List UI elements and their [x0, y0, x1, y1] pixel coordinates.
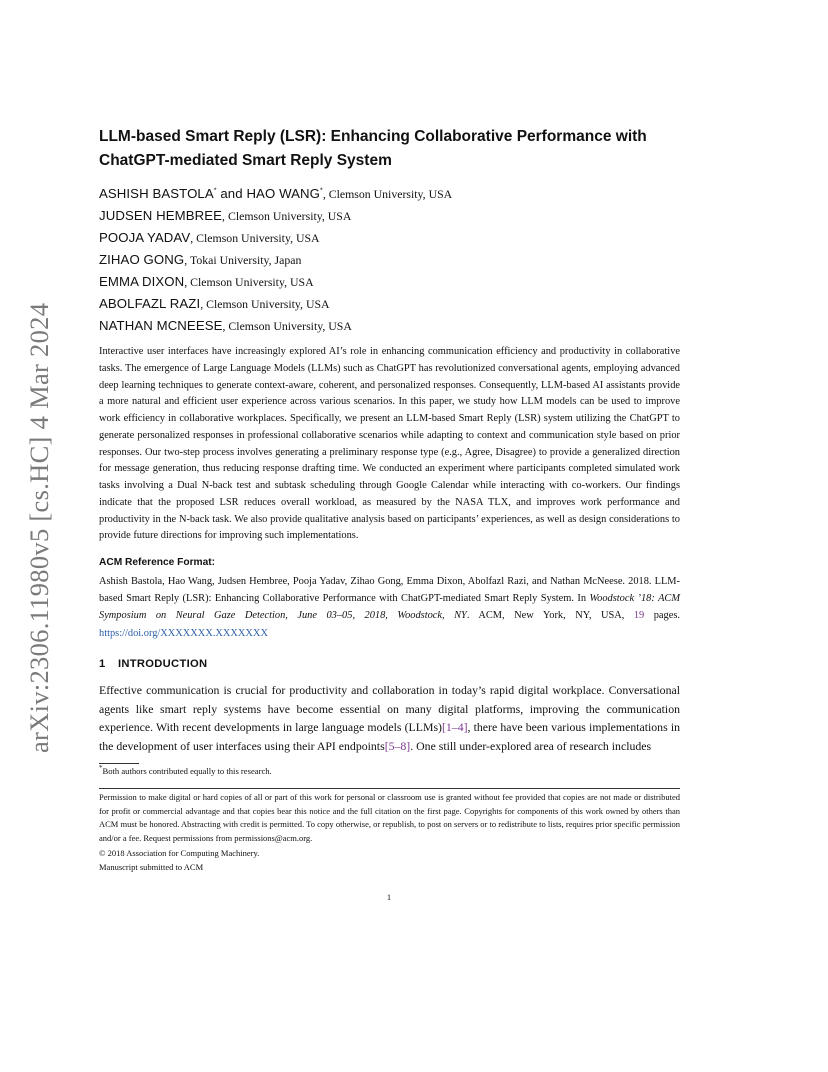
author-name: EMMA DIXON: [99, 274, 185, 289]
title-line-1: LLM-based Smart Reply (LSR): Enhancing Collaborative Performance with: [99, 128, 647, 145]
section-number: 1: [99, 658, 106, 670]
author-name: POOJA YADAV: [99, 230, 191, 245]
author-affiliation: , Clemson University, USA: [184, 275, 314, 289]
author-list: [99, 183, 452, 337]
section-title: INTRODUCTION: [118, 658, 208, 670]
page-count-link[interactable]: 19: [633, 610, 645, 622]
author-line: [99, 249, 452, 271]
intro-paragraph: Effective communication is crucial for productivity and collaboration in today’s rapid digital workplace. Conversational agents like smart reply systems have become essential on many digital platforms, improving the communication experience. With recent developments in large language models (LLMs)[1–4], there have been various implementations in the development of user interfaces using their API endpoints[5–8]. One still under-explored area of research includes: [99, 683, 680, 753]
permission-rule: [99, 788, 680, 789]
author-line: [99, 183, 452, 205]
author-affiliation: , Clemson University, USA: [222, 319, 352, 333]
author-name: ABOLFAZL RAZI: [99, 296, 201, 311]
author-affiliation: , Clemson University, USA: [322, 187, 453, 201]
author-affiliation: , Clemson University, USA: [222, 209, 352, 223]
title-line-2: ChatGPT-mediated Smart Reply System: [99, 151, 392, 169]
author-affiliation: , Clemson University, USA: [190, 231, 320, 245]
author-line: [99, 293, 452, 315]
author-line: [99, 227, 452, 249]
acm-reference-heading: ACM Reference Format:: [99, 557, 216, 568]
paper-title: [99, 125, 699, 172]
citation-link[interactable]: [5–8]: [384, 738, 411, 753]
footnote-rule: [99, 763, 139, 764]
author-affiliation: , Tokai University, Japan: [184, 253, 302, 267]
author-affiliation: , Clemson University, USA: [200, 297, 330, 311]
manuscript-line: Manuscript submitted to ACM: [99, 862, 204, 872]
author-name: NATHAN MCNEESE: [99, 318, 223, 333]
abstract: Interactive user interfaces have increasingly explored AI’s role in enhancing communication efficiency and productivity in collaborative tasks. The emergence of Large Language Models (LLMs) such as ChatGPT has revolutionized conversational agents, employing advanced deep learning techniques to generate context-aware, coherent, and personalized responses. Consequently, LLM-based AI assistants provide a more natural and efficient user experience across various scenarios. In this paper, we study how LLM models can be used to improve work efficiency in collaborative workplaces. Specifically, we present an LLM-based Smart Reply (LSR) system utilizing the ChatGPT to generate personalized responses in professional collaborative scenarios while adapting to context and communication style based on prior responses. Our two-step process involves generating a preliminary response type (e.g., Agree, Disagree) to provide a generalized direction for message generation, thus reducing response drafting time. We conducted an experiment where participants completed simulated work tasks involving a Dual N-back test and subtask scheduling through Google Calendar while interacting with co-workers. Our findings indicate that the proposed LSR reduces overall workload, as measured by the NASA TLX, and improves work performance and productivity in the N-back task. We also provide qualitative analysis based on participants’ experiences, as well as design considerations to provide future directions for improving such implementations.: [99, 346, 680, 542]
arxiv-identifier: arXiv:2306.11980v5 [cs.HC] 4 Mar 2024: [24, 302, 54, 753]
author-line: [99, 205, 452, 227]
footnote: *Both authors contributed equally to this research.: [99, 764, 272, 776]
venue: Woodstock ’18: ACM Symposium on Neural Gaze Detection, June 03–05, 2018, Woodstock, NY: [99, 593, 680, 622]
doi-link[interactable]: https://doi.org/XXXXXXX.XXXXXXX: [99, 627, 268, 639]
copyright-line: © 2018 Association for Computing Machinery.: [99, 848, 260, 858]
page-number: 1: [386, 892, 392, 902]
section-heading: [99, 658, 207, 670]
author-line: [99, 315, 452, 337]
author-name: ZIHAO GONG: [99, 252, 185, 267]
acm-reference: Ashish Bastola, Hao Wang, Judsen Hembree, Pooja Yadav, Zihao Gong, Emma Dixon, Abolfazl Razi, and Nathan McNeese. 2018. LLM-based Smart Reply (LSR): Enhancing Collaborative Performance with ChatGPT-mediated Smart Reply System. In Woodstock ’18: ACM Symposium on Neural Gaze Detection, June 03–05, 2018, Woodstock, NY. ACM, New York, NY, USA, 19 pages. https://doi.org/XXXXXXX.XXXXXXX: [99, 576, 680, 639]
permission-notice: Permission to make digital or hard copies of all or part of this work for personal or classroom use is granted without fee provided that copies are not made or distributed for profit or commercial advantage and that copies bear this notice and the full citation on the first page. Copyrights for components of this work owned by others than ACM must be honored. Abstracting with credit is permitted. To copy otherwise, or republish, to post on servers or to redistribute to lists, requires prior specific permission and/or a fee. Request permissions from permissions@acm.org.: [99, 792, 680, 843]
author-line: [99, 271, 452, 293]
citation-link[interactable]: [1–4]: [441, 720, 468, 735]
author-name: JUDSEN HEMBREE: [99, 208, 223, 223]
author-name: ASHISH BASTOLA* and HAO WANG*: [99, 186, 323, 201]
